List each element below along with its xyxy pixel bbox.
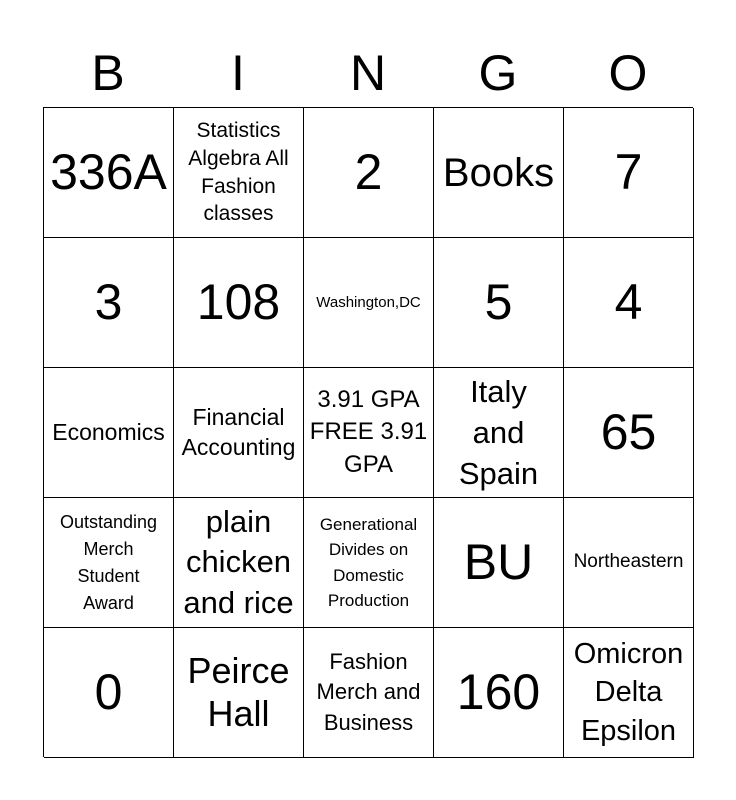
cell-text: 4	[614, 274, 643, 330]
bingo-cell[interactable]	[564, 108, 694, 238]
bingo-cell[interactable]	[434, 368, 564, 498]
cell-text: Fashion Merch and Business	[316, 648, 421, 735]
cell-text: Italy and Spain	[458, 373, 539, 492]
bingo-cell[interactable]	[44, 498, 174, 628]
bingo-cell[interactable]	[564, 238, 694, 368]
cell-text: 0	[94, 664, 123, 720]
bingo-cell[interactable]	[434, 108, 564, 238]
cell-text: 3	[94, 274, 123, 330]
bingo-cell[interactable]	[44, 368, 174, 498]
cell-text: Northeastern	[573, 551, 684, 573]
bingo-cell[interactable]	[304, 108, 434, 238]
cell-text: Peirce Hall	[187, 650, 290, 734]
bingo-cell[interactable]	[44, 628, 174, 758]
bingo-cell[interactable]	[564, 498, 694, 628]
cell-text: Books	[442, 150, 555, 195]
bingo-cell[interactable]	[434, 498, 564, 628]
cell-text: 5	[484, 274, 513, 330]
cell-text: Outstanding Merch Student Award	[59, 511, 158, 613]
bingo-cell[interactable]	[434, 238, 564, 368]
cell-text: 2	[354, 144, 383, 200]
cell-text: Statistics Algebra All Fashion classes	[188, 118, 289, 226]
bingo-cell[interactable]	[174, 368, 304, 498]
header-letter-g: G	[478, 45, 518, 101]
bingo-board	[43, 107, 693, 757]
cell-text: 7	[614, 144, 643, 200]
cell-text: 65	[600, 404, 657, 460]
bingo-cell[interactable]	[174, 628, 304, 758]
cell-text: 160	[456, 664, 541, 720]
header-letter-i: I	[231, 45, 245, 101]
bingo-cell[interactable]	[174, 108, 304, 238]
bingo-cell[interactable]	[304, 238, 434, 368]
bingo-cell[interactable]	[174, 498, 304, 628]
bingo-cell[interactable]	[44, 238, 174, 368]
bingo-cell[interactable]	[44, 108, 174, 238]
bingo-cell[interactable]	[304, 628, 434, 758]
bingo-cell[interactable]	[304, 498, 434, 628]
header-letter-b: B	[91, 45, 125, 101]
cell-text: Economics	[52, 418, 165, 445]
bingo-cell[interactable]	[174, 238, 304, 368]
header-letter-n: N	[349, 45, 387, 101]
cell-text: plain chicken and rice	[183, 504, 294, 620]
cell-text: 108	[196, 274, 281, 330]
bingo-cell[interactable]	[304, 368, 434, 498]
cell-text: Generational Divides on Domestic Production	[319, 514, 418, 610]
bingo-cell[interactable]	[564, 368, 694, 498]
cell-text: 3.91 GPA FREE 3.91 GPA	[309, 385, 428, 478]
cell-text: Washington,DC	[316, 293, 421, 311]
cell-text: BU	[463, 534, 534, 590]
bingo-header	[43, 38, 693, 108]
header-letter-o: O	[608, 45, 648, 101]
cell-text: 336A	[50, 144, 167, 200]
cell-text: Financial Accounting	[181, 403, 296, 460]
bingo-cell[interactable]	[434, 628, 564, 758]
cell-text: Omicron Delta Epsilon	[573, 637, 684, 747]
bingo-cell[interactable]	[564, 628, 694, 758]
